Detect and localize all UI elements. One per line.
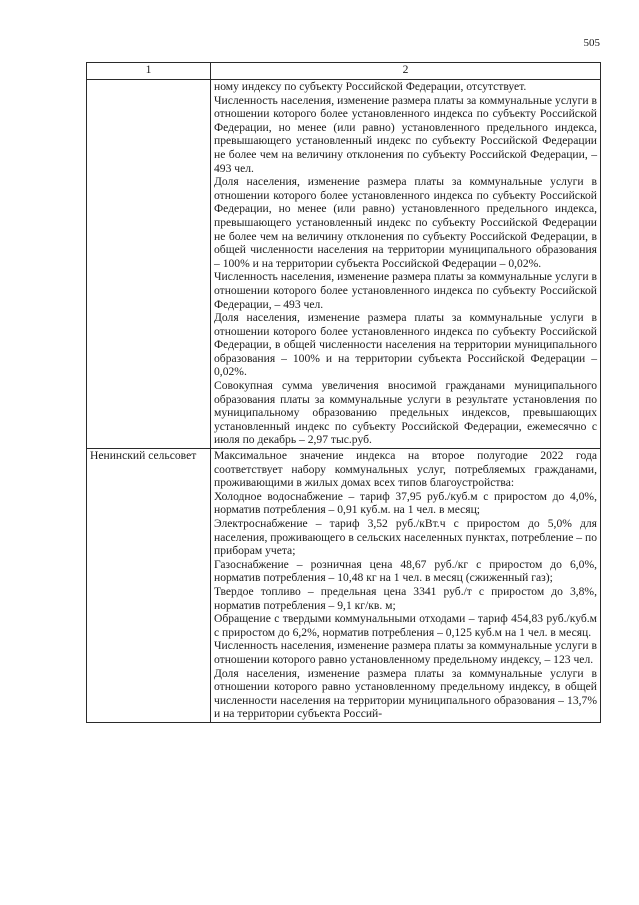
column-header-2: 2 xyxy=(211,63,601,80)
column-header-1: 1 xyxy=(87,63,211,80)
table-row xyxy=(87,80,601,449)
table-row xyxy=(87,449,601,723)
paragraph: Численность населения, изменение размера платы за коммунальные услуги в отношении которого более установленного индекса по субъекту Российской Федерации, но менее (или равно) установленного предельного индекса, превышающего установленный индекс по субъекту Российской Федерации не более чем на величину отклонения по субъекту Российской Федерации, – 493 чел. xyxy=(214,93,597,175)
paragraph: Газоснабжение – розничная цена 48,67 руб./кг с приростом до 6,0%, норматив потребления – 10,48 кг на 1 чел. в месяц (сжиженный газ); xyxy=(214,557,597,585)
paragraph: Обращение с твердыми коммунальными отходами – тариф 454,83 руб./куб.м с приростом до 6,2%, норматив потребления – 0,125 куб.м на 1 чел. в месяц. xyxy=(214,612,597,639)
page-number: 505 xyxy=(583,37,600,49)
paragraph: Доля населения, изменение размера платы за коммунальные услуги в отношении которого более установленного индекса по субъекту Российской Федерации, в общей численности населения на территории муниципального образования – 100% и на территории субъекта Российской Федерации – 0,02%. xyxy=(214,311,597,379)
paragraph: ному индексу по субъекту Российской Федерации, отсутствует. xyxy=(214,80,527,93)
paragraph: Электроснабжение – тариф 3,52 руб./кВт.ч с приростом до 5,0% для населения, проживающего в сельских населенных пунктах, потребление – по приборам учета; xyxy=(214,517,597,558)
paragraph: Совокупная сумма увеличения вносимой гражданами муниципального образования платы за коммунальные услуги в результате установления по муниципальному образованию предельных индексов, превышающих установленный индекс по субъекту Российской Федерации, ежемесячно с июля по декабрь – 2,97 тыс.руб. xyxy=(214,379,597,447)
index-table xyxy=(86,62,601,723)
paragraph: Доля населения, изменение размера платы за коммунальные услуги в отношении которого более установленного индекса по субъекту Российской Федерации, но менее (или равно) установленного предельного индекса, превышающего установленный индекс по субъекту Российской Федерации не более чем на величину отклонения по субъекту Российской Федерации, в общей численности населения на территории муниципального образования – 100% и на территории субъекта Российской Федерации – 0,02%. xyxy=(214,175,597,270)
region-cell xyxy=(87,80,211,449)
paragraph: Доля населения, изменение размера платы за коммунальные услуги в отношении которого равно установленному предельному индексу, в общей численности населения на территории муниципального образования – 13,7% и на территории субъекта Россий- xyxy=(214,666,597,721)
region-cell: Ненинский сельсовет xyxy=(87,449,211,723)
paragraph: Численность населения, изменение размера платы за коммунальные услуги в отношении которого равно установленному предельному индексу, – 123 чел. xyxy=(214,639,597,666)
content-cell xyxy=(211,80,601,449)
table-header-row xyxy=(87,63,601,80)
content-cell xyxy=(211,449,601,723)
paragraph: Твердое топливо – предельная цена 3341 руб./т с приростом до 3,8%, норматив потребления – 9,1 кг/кв. м; xyxy=(214,584,597,612)
paragraph: Холодное водоснабжение – тариф 37,95 руб./куб.м с приростом до 4,0%, норматив потребления – 0,91 куб.м. на 1 чел. в месяц; xyxy=(214,489,597,517)
paragraph: Численность населения, изменение размера платы за коммунальные услуги в отношении которого более установленного индекса по субъекту Российской Федерации, – 493 чел. xyxy=(214,270,597,311)
paragraph: Максимальное значение индекса на второе полугодие 2022 года соответствует набору коммунальных услуг, потребляемых гражданами, проживающими в жилых домах всех типов благоустройства: xyxy=(214,449,597,490)
